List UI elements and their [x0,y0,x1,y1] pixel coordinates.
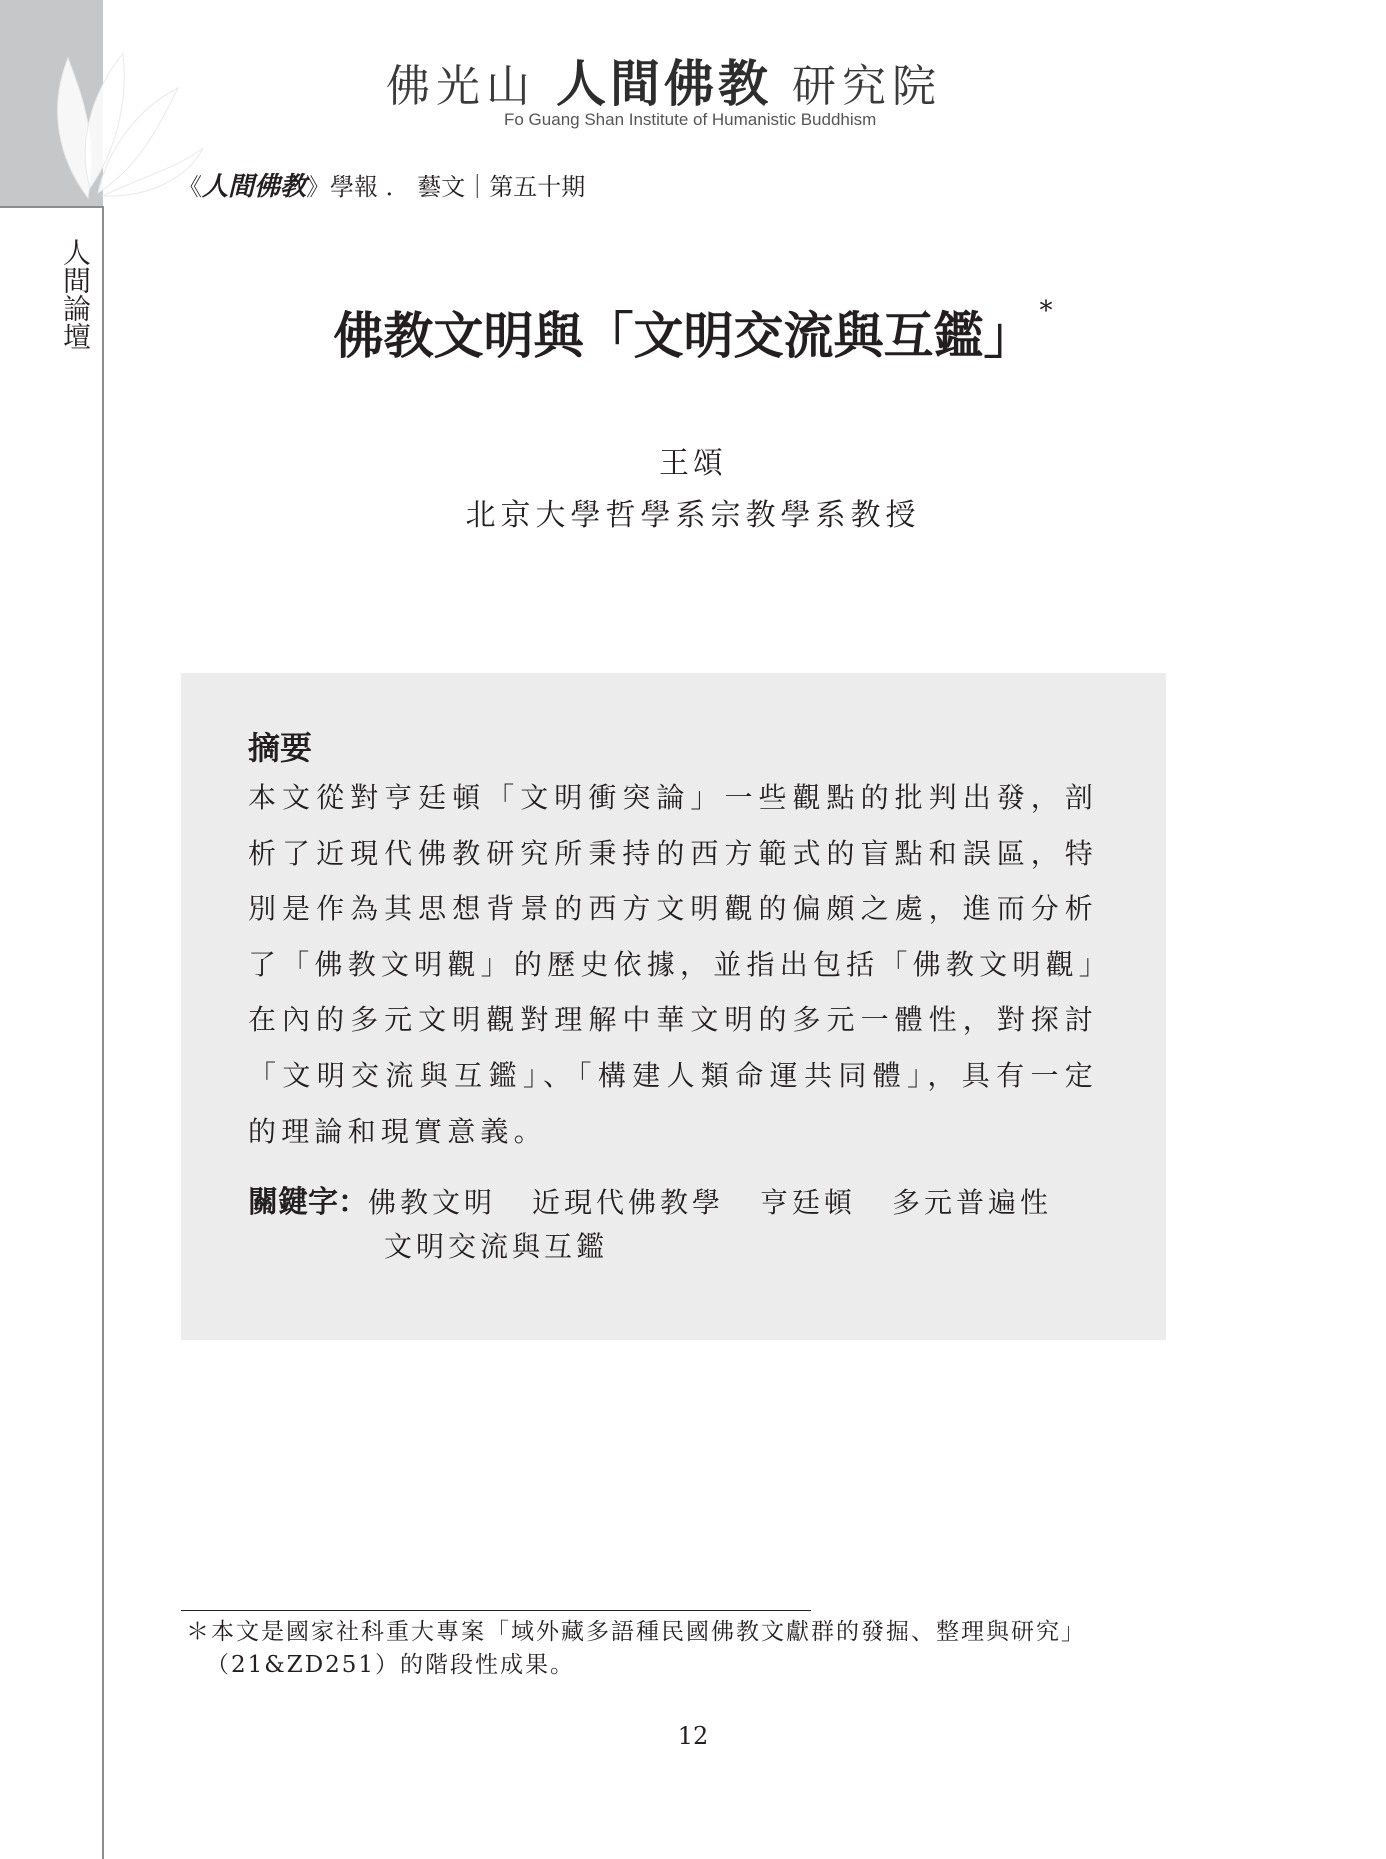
journal-issue: 學報 ． 藝文｜第五十期 [330,173,586,201]
keywords-label: 關鍵字： [248,1185,368,1220]
keyword: 近現代佛教學 [532,1186,725,1219]
footnote-divider [181,1610,811,1611]
footnote-line: ＊本文是國家社科重大專案「域外藏多語種民國佛教文獻群的發掘、整理與研究」 [186,1619,1086,1645]
author-affiliation: 北京大學哲學系宗教學系教授 [465,498,921,533]
title-footnote-mark: * [1039,296,1053,326]
keywords-row [248,1181,1108,1225]
keyword: 佛教文明 [368,1186,497,1219]
article-title [0,296,1386,368]
abstract-heading: 摘要 [248,729,313,767]
institute-name-right: 研究院 [792,61,942,112]
institute-name-cn [386,44,1006,116]
section-label: 人間論壇 [59,238,92,350]
institute-name-en: Fo Guang Shan Institute of Humanistic Buddhism [504,110,877,129]
journal-running-head [178,166,585,203]
author-name: 王頌 [659,446,727,481]
journal-name: 人間佛教 [202,172,307,202]
abstract-text: 本文從對亨廷頓「文明衝突論」一些觀點的批判出發，剖析了近現代佛教研究所秉持的西方範式的盲點和誤區，特別是作為其思想背景的西方文明觀的偏頗之處，進而分析了「佛教文明觀」的歷史依據，並指出包括「佛教文明觀」在內的多元文明觀對理解中華文明的多元一體性，對探討「文明交流與互鑑」、「構建人類命運共同體」，具有一定的理論和現實意義。 [248,781,1098,1148]
institute-name-mid: 人間佛教 [556,54,772,113]
keyword: 亨廷頓 [760,1186,857,1219]
keywords-row [248,1225,1108,1269]
keyword: 文明交流與互鑑 [384,1230,609,1263]
institute-name-left: 佛光山 [386,61,536,112]
footnote [186,1616,1176,1682]
abstract-box [181,673,1166,1340]
page-number: 12 [677,1722,709,1750]
journal-close-bracket: 》 [306,173,331,201]
journal-open-bracket: 《 [178,173,202,201]
corner-rule [0,206,103,208]
footnote-line: （21&ZD251）的階段性成果。 [206,1652,576,1678]
keywords [248,1181,1108,1269]
article-title-text: 佛教文明與「文明交流與互鑑」 [333,306,1034,365]
keyword: 多元普遍性 [892,1186,1053,1219]
